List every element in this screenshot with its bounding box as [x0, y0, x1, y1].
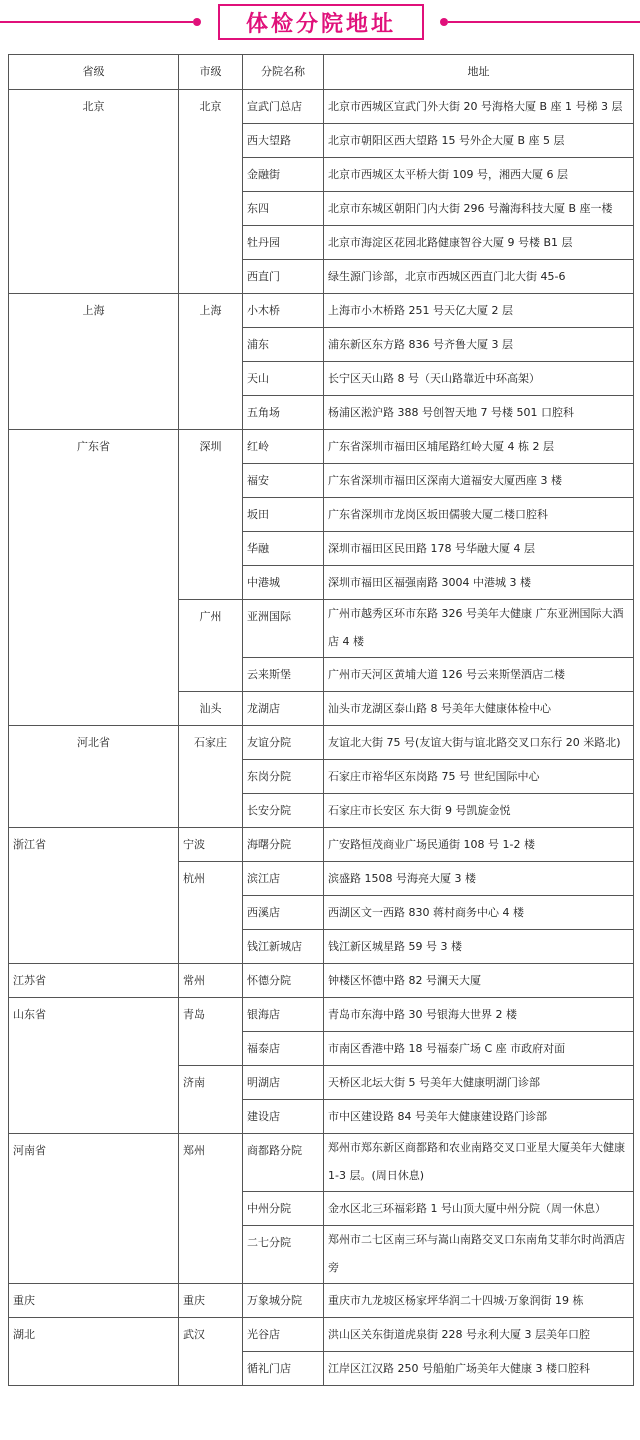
cell-address: 广州市天河区黄埔大道 126 号云来斯堡酒店二楼	[324, 658, 634, 692]
cell-branch: 金融街	[243, 158, 324, 192]
cell-address: 深圳市福田区福强南路 3004 中港城 3 楼	[324, 566, 634, 600]
table-header-row	[9, 55, 634, 90]
header-divider-right	[448, 21, 640, 23]
cell-branch: 福泰店	[243, 1032, 324, 1066]
address-table	[8, 54, 634, 1386]
cell-address: 洪山区关东街道虎泉街 228 号永利大厦 3 层美年口腔	[324, 1318, 634, 1352]
cell-city: 北京	[179, 90, 243, 294]
cell-address: 浦东新区东方路 836 号齐鲁大厦 3 层	[324, 328, 634, 362]
table-row	[9, 1284, 634, 1318]
table-row	[9, 964, 634, 998]
cell-address: 北京市海淀区花园北路健康智谷大厦 9 号楼 B1 层	[324, 226, 634, 260]
cell-address: 长宁区天山路 8 号（天山路靠近中环高架）	[324, 362, 634, 396]
cell-branch: 明湖店	[243, 1066, 324, 1100]
page-title: 体检分院地址	[218, 4, 424, 40]
cell-address: 重庆市九龙坡区杨家坪华润二十四城·万象润街 19 栋	[324, 1284, 634, 1318]
cell-branch: 亚洲国际	[243, 600, 324, 658]
cell-branch: 光谷店	[243, 1318, 324, 1352]
cell-address: 友谊北大街 75 号(友谊大街与谊北路交叉口东行 20 米路北)	[324, 726, 634, 760]
cell-address: 郑州市二七区南三环与嵩山南路交叉口东南角艾菲尔时尚酒店旁	[324, 1226, 634, 1284]
cell-branch: 钱江新城店	[243, 930, 324, 964]
column-header-address: 地址	[324, 55, 634, 90]
cell-address: 钟楼区怀德中路 82 号澜天大厦	[324, 964, 634, 998]
cell-city: 宁波	[179, 828, 243, 862]
table-row	[9, 828, 634, 862]
cell-address: 金水区北三环福彩路 1 号山顶大厦中州分院（周一休息）	[324, 1192, 634, 1226]
cell-address: 青岛市东海中路 30 号银海大世界 2 楼	[324, 998, 634, 1032]
cell-address: 滨盛路 1508 号海亮大厦 3 楼	[324, 862, 634, 896]
cell-branch: 福安	[243, 464, 324, 498]
cell-address: 石家庄市长安区 东大街 9 号凯旋金悦	[324, 794, 634, 828]
table-row	[9, 726, 634, 760]
cell-branch: 滨江店	[243, 862, 324, 896]
cell-address: 天桥区北坛大街 5 号美年大健康明湖门诊部	[324, 1066, 634, 1100]
cell-address: 广东省深圳市龙岗区坂田儒骏大厦二楼口腔科	[324, 498, 634, 532]
cell-branch: 西直门	[243, 260, 324, 294]
column-header-province: 省级	[9, 55, 179, 90]
column-header-branch: 分院名称	[243, 55, 324, 90]
header-dot-right	[440, 18, 448, 26]
cell-province: 重庆	[9, 1284, 179, 1318]
cell-branch: 中港城	[243, 566, 324, 600]
cell-branch: 西大望路	[243, 124, 324, 158]
cell-city: 郑州	[179, 1134, 243, 1284]
cell-branch: 二七分院	[243, 1226, 324, 1284]
cell-branch: 西溪店	[243, 896, 324, 930]
cell-address: 北京市西城区太平桥大街 109 号，湘西大厦 6 层	[324, 158, 634, 192]
cell-branch: 小木桥	[243, 294, 324, 328]
cell-address: 广东省深圳市福田区埔尾路红岭大厦 4 栋 2 层	[324, 430, 634, 464]
cell-address: 汕头市龙湖区泰山路 8 号美年大健康体检中心	[324, 692, 634, 726]
cell-city: 常州	[179, 964, 243, 998]
cell-branch: 东四	[243, 192, 324, 226]
table-row	[9, 998, 634, 1032]
table-row	[9, 294, 634, 328]
cell-branch: 天山	[243, 362, 324, 396]
cell-address: 钱江新区城星路 59 号 3 楼	[324, 930, 634, 964]
column-header-city: 市级	[179, 55, 243, 90]
cell-address: 北京市东城区朝阳门内大街 296 号瀚海科技大厦 B 座一楼	[324, 192, 634, 226]
cell-city: 深圳	[179, 430, 243, 600]
cell-branch: 建设店	[243, 1100, 324, 1134]
cell-branch: 万象城分院	[243, 1284, 324, 1318]
cell-address: 市南区香港中路 18 号福泰广场 C 座 市政府对面	[324, 1032, 634, 1066]
cell-province: 江苏省	[9, 964, 179, 998]
cell-branch: 商都路分院	[243, 1134, 324, 1192]
cell-address: 北京市西城区宣武门外大街 20 号海格大厦 B 座 1 号梯 3 层	[324, 90, 634, 124]
cell-address: 西湖区文一西路 830 蒋村商务中心 4 楼	[324, 896, 634, 930]
cell-branch: 循礼门店	[243, 1352, 324, 1386]
cell-province: 北京	[9, 90, 179, 294]
page-header	[0, 0, 640, 46]
cell-address: 江岸区江汉路 250 号船舶广场美年大健康 3 楼口腔科	[324, 1352, 634, 1386]
cell-province: 广东省	[9, 430, 179, 726]
header-dot-left	[193, 18, 201, 26]
cell-address: 广安路恒茂商业广场民通街 108 号 1-2 楼	[324, 828, 634, 862]
cell-branch: 坂田	[243, 498, 324, 532]
cell-city: 广州	[179, 600, 243, 692]
cell-branch: 五角场	[243, 396, 324, 430]
cell-address: 北京市朝阳区西大望路 15 号外企大厦 B 座 5 层	[324, 124, 634, 158]
cell-province: 湖北	[9, 1318, 179, 1386]
cell-branch: 龙湖店	[243, 692, 324, 726]
cell-address: 绿生源门诊部，北京市西城区西直门北大街 45-6	[324, 260, 634, 294]
cell-province: 浙江省	[9, 828, 179, 964]
cell-address: 广东省深圳市福田区深南大道福安大厦西座 3 楼	[324, 464, 634, 498]
cell-branch: 东岗分院	[243, 760, 324, 794]
cell-address: 郑州市郑东新区商都路和农业南路交叉口亚星大厦美年大健康 1-3 层。(周日休息)	[324, 1134, 634, 1192]
cell-city: 汕头	[179, 692, 243, 726]
address-table-wrapper	[8, 54, 634, 1386]
table-row	[9, 430, 634, 464]
cell-branch: 长安分院	[243, 794, 324, 828]
cell-province: 上海	[9, 294, 179, 430]
cell-address: 石家庄市裕华区东岗路 75 号 世纪国际中心	[324, 760, 634, 794]
table-row	[9, 90, 634, 124]
table-row	[9, 1134, 634, 1192]
cell-city: 杭州	[179, 862, 243, 964]
header-divider-left	[0, 21, 193, 23]
cell-city: 重庆	[179, 1284, 243, 1318]
cell-branch: 银海店	[243, 998, 324, 1032]
cell-province: 河南省	[9, 1134, 179, 1284]
cell-branch: 中州分院	[243, 1192, 324, 1226]
cell-branch: 宣武门总店	[243, 90, 324, 124]
cell-address: 上海市小木桥路 251 号天亿大厦 2 层	[324, 294, 634, 328]
cell-branch: 海曙分院	[243, 828, 324, 862]
table-body	[9, 90, 634, 1386]
cell-province: 河北省	[9, 726, 179, 828]
cell-branch: 友谊分院	[243, 726, 324, 760]
cell-city: 青岛	[179, 998, 243, 1066]
cell-address: 杨浦区淞沪路 388 号创智天地 7 号楼 501 口腔科	[324, 396, 634, 430]
cell-branch: 牡丹园	[243, 226, 324, 260]
cell-province: 山东省	[9, 998, 179, 1134]
cell-address: 广州市越秀区环市东路 326 号美年大健康 广东亚洲国际大酒店 4 楼	[324, 600, 634, 658]
cell-city: 上海	[179, 294, 243, 430]
cell-address: 市中区建设路 84 号美年大健康建设路门诊部	[324, 1100, 634, 1134]
cell-branch: 浦东	[243, 328, 324, 362]
table-row	[9, 1318, 634, 1352]
cell-branch: 云来斯堡	[243, 658, 324, 692]
cell-branch: 怀德分院	[243, 964, 324, 998]
cell-city: 石家庄	[179, 726, 243, 828]
cell-address: 深圳市福田区民田路 178 号华融大厦 4 层	[324, 532, 634, 566]
cell-branch: 华融	[243, 532, 324, 566]
cell-branch: 红岭	[243, 430, 324, 464]
cell-city: 武汉	[179, 1318, 243, 1386]
cell-city: 济南	[179, 1066, 243, 1134]
